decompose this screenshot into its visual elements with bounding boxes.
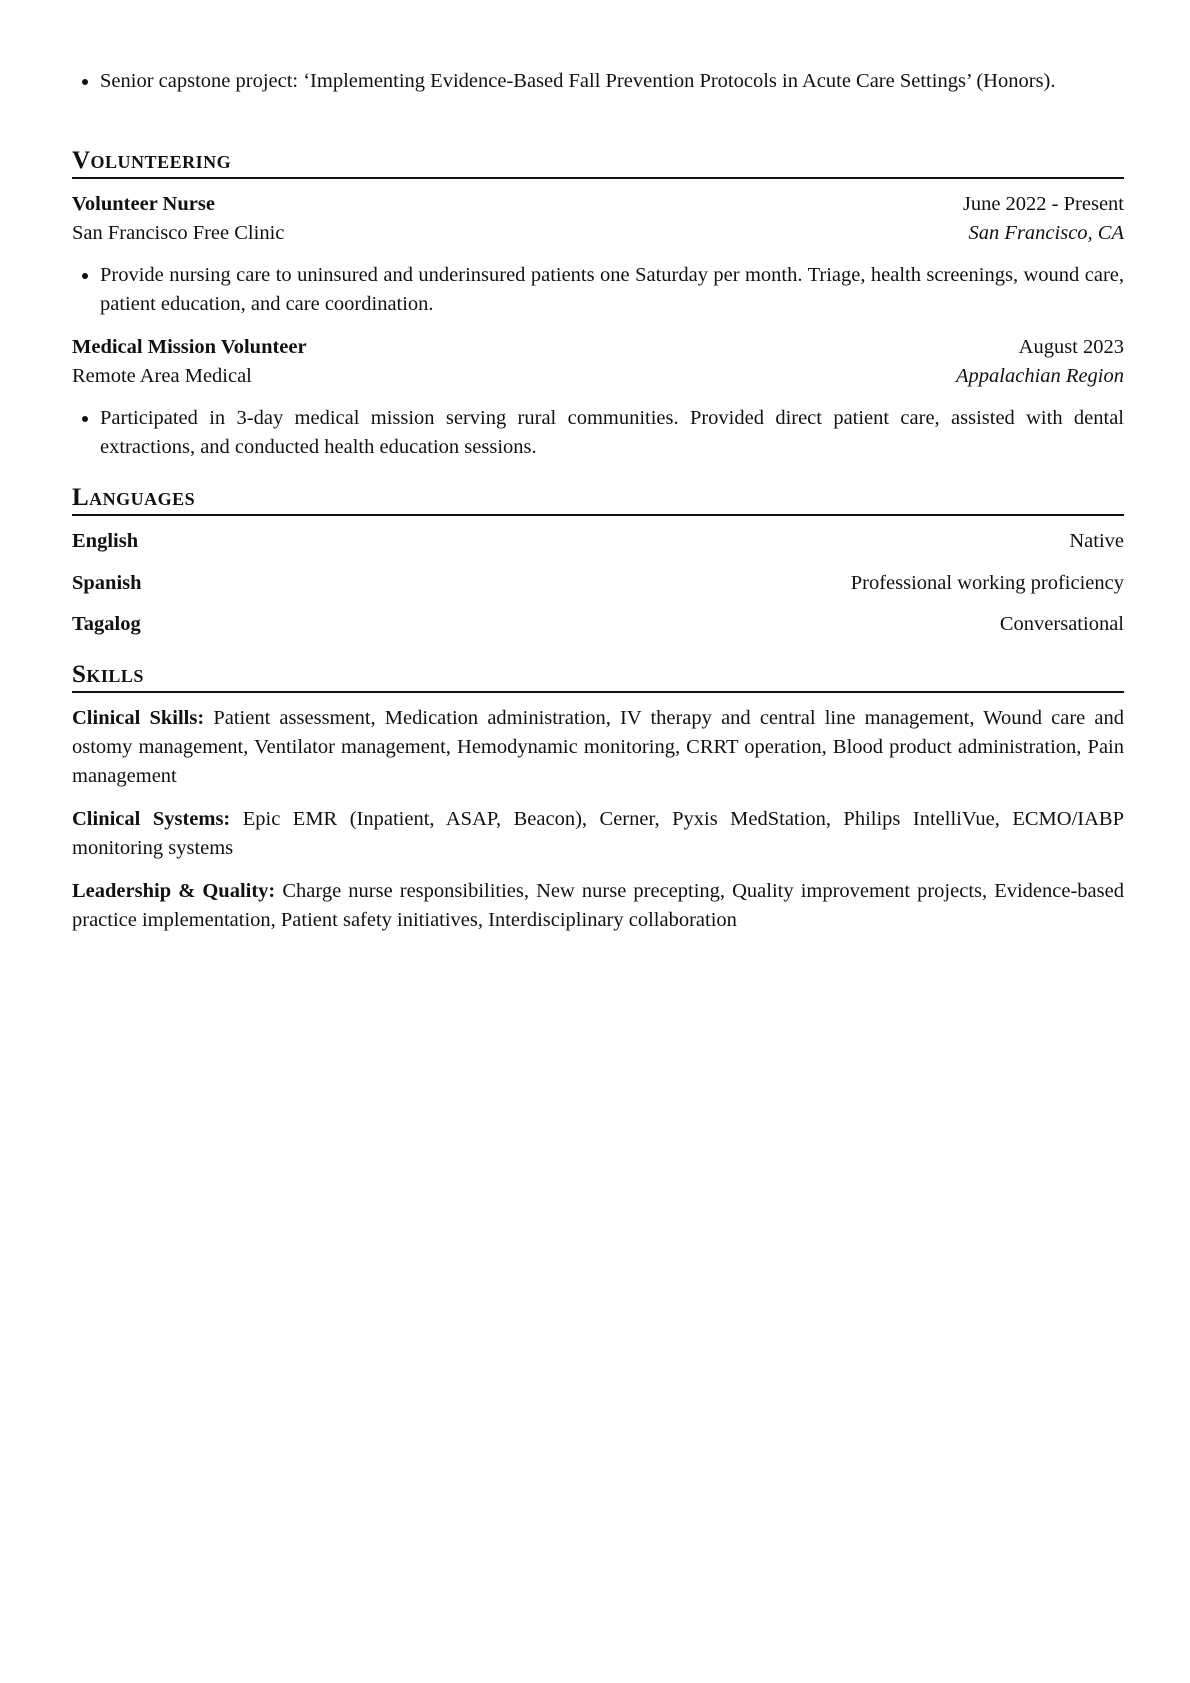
language-level: Professional working proficiency [850,572,1124,594]
skill-group [72,704,1124,791]
entry-title: Volunteer Nurse [72,193,215,215]
entry-location: San Francisco, CA [968,222,1124,244]
section-rule [72,691,1124,693]
education-bullet-list [72,67,1124,96]
entry-org: Remote Area Medical [72,365,252,387]
volunteer-entry [72,190,1124,319]
language-name: English [72,530,139,552]
skill-group [72,877,1124,935]
entry-bullet: • Participated in 3-day medical mission serving rural communities. Provided direct patient care, assisted with dental extractions, and conducted health education sessions. [100,404,1124,462]
entry-title: Medical Mission Volunteer [72,336,307,358]
section-heading-languages: Languages [72,484,196,511]
entry-dates: August 2023 [1018,336,1124,358]
language-level: Native [1069,530,1124,552]
entry-dates: June 2022 - Present [962,193,1124,215]
skill-group [72,805,1124,863]
language-row [72,569,1124,598]
volunteer-entry [72,333,1124,462]
entry-org: San Francisco Free Clinic [72,222,285,244]
section-rule [72,514,1124,516]
language-row [72,610,1124,639]
entry-location: Appalachian Region [956,365,1124,387]
skill-label: Clinical Skills: [72,707,205,729]
language-name: Tagalog [72,613,141,635]
skill-text: Patient assessment, Medication administration, IV therapy and central line management, Wound care and ostomy management, Ventilator management, Hemodynamic monitoring, CRRT operation, Blood product administration, Pain management [72,707,1124,787]
language-name: Spanish [72,572,142,594]
language-level: Conversational [999,613,1124,635]
section-rule [72,177,1124,179]
section-heading-skills: Skills [72,661,144,688]
skill-label: Clinical Systems: [72,808,231,830]
skill-text: Epic EMR (Inpatient, ASAP, Beacon), Cerner, Pyxis MedStation, Philips IntelliVue, ECMO/IABP monitoring systems [72,808,1124,859]
entry-bullet: • Provide nursing care to uninsured and underinsured patients one Saturday per month. Triage, health screenings, wound care, patient education, and care coordination. [100,261,1124,319]
education-bullet: • Senior capstone project: ‘Implementing Evidence-Based Fall Prevention Protocols in Acute Care Settings’ (Honors). [100,67,1124,96]
language-row [72,527,1124,556]
skill-text: Charge nurse responsibilities, New nurse precepting, Quality improvement projects, Evidence-based practice implementation, Patient safety initiatives, Interdisciplinary collaboration [72,880,1124,931]
section-heading-volunteering: Volunteering [72,147,232,174]
skill-label: Leadership & Quality: [72,880,276,902]
